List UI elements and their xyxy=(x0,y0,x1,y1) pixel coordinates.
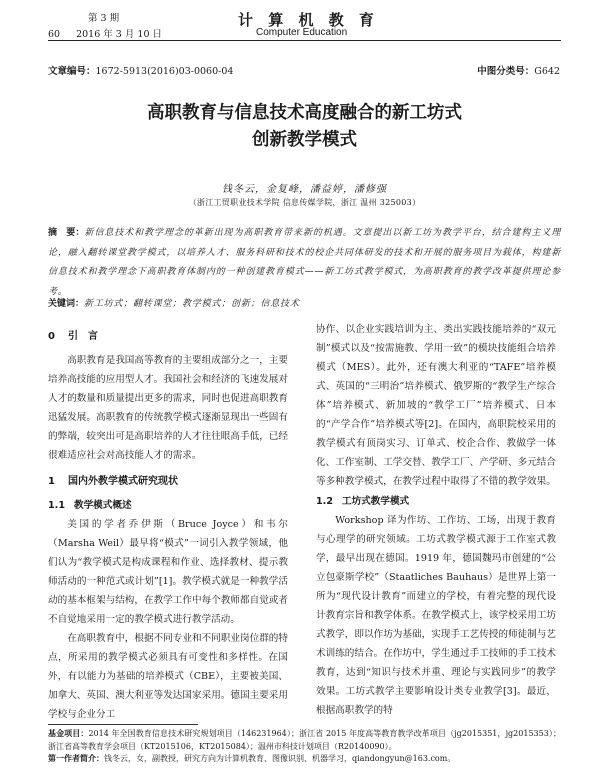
footnote-fund xyxy=(48,728,561,753)
section-heading xyxy=(48,327,288,346)
paper-title-line1: 高职教育与信息技术高度融合的新工坊式 xyxy=(147,103,462,123)
subsection-number: 1.2 xyxy=(316,496,333,507)
article-id-label: 文章编号： xyxy=(48,66,96,77)
section-number: 0 xyxy=(48,331,55,342)
footnote xyxy=(48,728,561,766)
subsection-title: 工坊式教学模式 xyxy=(342,496,410,507)
subsection-heading xyxy=(48,496,288,515)
section-heading xyxy=(48,472,288,491)
paper-title-line2: 创新教学模式 xyxy=(252,130,357,150)
paragraph: 高职教育是我国高等教育的主要组成部分之一，主要培养高技能的应用型人才。我国社会和经济的飞速发展对人才的数量和质量提出更多的需求，同时也促进高职教育迅猛发展。高职教育的传统教学模式逐渐显现出一些固有的弊端，较突出可是高职培养的人才往往眼高手低，已经很难适应社会对高技能人才的需求。 xyxy=(48,355,288,461)
paragraph: 美国的学者乔伊斯（Bruce Joyce）和韦尔（Marsha Weil）最早将“模式”一词引入教学领域，他们认为“教学模式是构成课程和作业、选择教材、提示教师活动的一种范式或计划”[1]。教学模式就是一种教学活动的基本框架与结构，在教学工作中每个教师都自觉或者不自觉地采用一定的教学模式进行教学活动。 xyxy=(48,519,288,625)
footnote-fund-label: 基金项目： xyxy=(48,729,89,738)
footnote-author-label: 第一作者简介： xyxy=(48,754,104,763)
section-title: 国内外教学模式研究现状 xyxy=(68,476,178,487)
journal-name-english: Computer Education xyxy=(256,27,348,38)
section-title: 引 言 xyxy=(68,331,98,342)
paper-title xyxy=(48,100,561,154)
subsection-heading xyxy=(316,492,556,511)
subsection-number: 1.1 xyxy=(48,500,65,511)
header-issue: 第 3 期 xyxy=(88,13,120,24)
keywords-text: 新工坊式；翻转课堂；教学模式；创新；信息技术 xyxy=(84,299,300,309)
footnote-fund-text: 2014 年全国教育信息技术研究规划项目（146231964）；浙江省 2015 年度高等教育教学改革项目（jg2015351，jg2015353）；浙江省高等教育学会项目（KT2015106，KT2015084）；温州市科技计划项目（R20140090）。 xyxy=(48,729,561,751)
right-column xyxy=(316,320,556,720)
footnote-author xyxy=(48,753,561,766)
paragraph: Workshop 译为作坊、工作坊、工场，出现于教育与心理学的研究领域。工坊式教学模式源于工作室式教学，最早出现在德国。1919 年，德国魏玛市创建的“公立包豪斯学校”（Staatliches Bauhaus）是世界上第一所为“现代设计教育”而建立的学校，有着完整的现代设计教育宗旨和教学体系。在教学模式上，该学校采用工坊式教学，即以作坊为基础，实现手工艺传授的师徒制与艺术训练的结合。在作坊中，学生通过手工技师的手工技术教育，达到“知识与技术并重、理论与实践同步”的教学效果。工坊式教学主要影响设计类专业教学[3]。最近，根据高职教学的特 xyxy=(316,515,556,716)
keywords xyxy=(48,296,561,309)
section-number: 1 xyxy=(48,476,55,487)
subsection-title: 教学模式概述 xyxy=(74,500,132,511)
article-id xyxy=(48,63,233,77)
left-column xyxy=(48,320,288,724)
authors: 钱冬云，金复峰，潘益婷，潘修强 xyxy=(222,184,387,195)
journal-name: 计 算 机 教 育 xyxy=(238,11,379,29)
abstract-text: 新信息技术和教学理念的革新出现为高职教育带来新的机遇。文章提出以新工坊为教学平台，结合建构主义理论，融入翻转课堂教学模式，以培养人才、服务科研和技术的校企共同体研发的技术和开展的服务项目为载体，构建新信息技术和教学理念下高职教育体制内的一种创建教育模式——新工坊式教学模式，为高职教育的教学改革提供理论参考。 xyxy=(48,228,561,297)
keywords-label: 关键词： xyxy=(48,299,85,309)
header-page-date xyxy=(48,26,178,40)
header-rule xyxy=(48,40,561,41)
clc-value: G642 xyxy=(534,66,560,77)
header-date: 2016 年 3 月 10 日 xyxy=(76,29,163,40)
abstract xyxy=(48,224,561,302)
footnote-rule xyxy=(48,724,198,725)
footnote-author-text: 钱冬云，女，副教授，研究方向为计算机教育、图像识别、机器学习，qiandongyun@163.com。 xyxy=(104,754,456,763)
clc-label: 中图分类号： xyxy=(477,66,535,77)
affiliation: （浙江工贸职业技术学院 信息传媒学院，浙江 温州 325003） xyxy=(188,198,421,207)
abstract-label: 摘 要： xyxy=(48,228,85,238)
header-page-number: 60 xyxy=(48,29,61,40)
clc-number xyxy=(477,63,560,77)
paragraph: 在高职教育中，根据不同专业和不同职业岗位群的特点，所采用的教学模式必须具有可变性和多样性。在国外，有以能力为基础的培养模式（CBE），主要被美国、加拿大、英国、澳大利亚等发达国家采用。德国主要采用学校与企业分工 xyxy=(48,633,288,720)
paragraph: 协作、以企业实践培训为主、类出实践技能培养的“双元制”模式以及“按需施教、学用一致”的模块技能组合培养模式（MES）。此外，还有澳大利亚的“TAFE”培养模式、英国的“三明治”培养模式、俄罗斯的“教学生产综合体”培养模式、新加坡的“教学工厂”培养模式、日本的“产学合作”培养模式等[2]。在国内，高职院校采用的教学模式有顶岗实习、订单式、校企合作、教做学一体化、工作室制、工学交替、教学工厂、产学研、多元结合等多种教学模式，在教学过程中取得了不错的教学效果。 xyxy=(316,324,556,487)
article-id-value: 1672-5913(2016)03-0060-04 xyxy=(95,66,234,77)
